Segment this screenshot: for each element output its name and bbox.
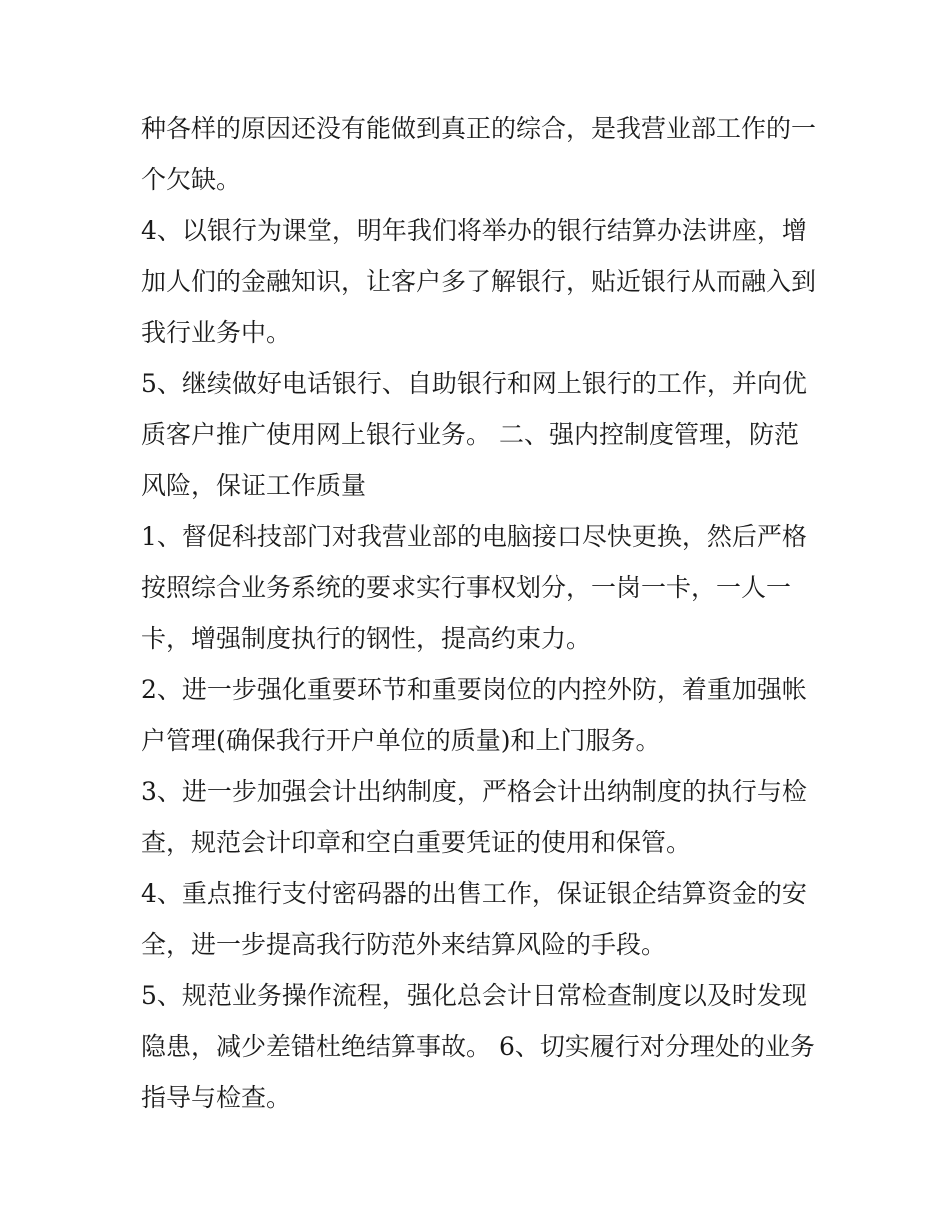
text-line: 种各样的原因还没有能做到真正的综合，是我营业部工作的一 <box>141 114 817 143</box>
text-line: 户管理(确保我行开户单位的质量)和上门服务。 <box>141 726 661 755</box>
text-line: 卡，增强制度执行的钢性，提高约束力。 <box>141 624 592 653</box>
text-line: 按照综合业务系统的要求实行事权划分，一岗一卡，一人一 <box>141 573 792 602</box>
text-line: 指导与检查。 <box>141 1083 292 1112</box>
text-line: 质客户推广使用网上银行业务。 二、强内控制度管理，防范 <box>141 420 799 449</box>
text-line: 查，规范会计印章和空白重要凭证的使用和保管。 <box>141 828 692 857</box>
text-line: 4、以银行为课堂，明年我们将举办的银行结算办法讲座，增 <box>141 216 807 245</box>
text-line: 我行业务中。 <box>141 318 292 347</box>
text-line: 5、继续做好电话银行、自助银行和网上银行的工作，并向优 <box>141 369 807 398</box>
text-line: 5、规范业务操作流程，强化总会计日常检查制度以及时发现 <box>141 981 807 1010</box>
text-line: 2、进一步强化重要环节和重要岗位的内控外防，着重加强帐 <box>141 675 807 704</box>
text-line: 加人们的金融知识，让客户多了解银行，贴近银行从而融入到 <box>141 267 817 296</box>
text-line: 3、进一步加强会计出纳制度，严格会计出纳制度的执行与检 <box>141 777 807 806</box>
text-line: 1、督促科技部门对我营业部的电脑接口尽快更换，然后严格 <box>141 522 807 551</box>
text-line: 风险，保证工作质量 <box>141 471 367 500</box>
text-line: 个欠缺。 <box>141 165 242 194</box>
text-line: 全，进一步提高我行防范外来结算风险的手段。 <box>141 930 667 959</box>
text-line: 隐患，减少差错杜绝结算事故。 6、切实履行对分理处的业务 <box>141 1032 815 1061</box>
text-line: 4、重点推行支付密码器的出售工作，保证银企结算资金的安 <box>141 879 807 908</box>
